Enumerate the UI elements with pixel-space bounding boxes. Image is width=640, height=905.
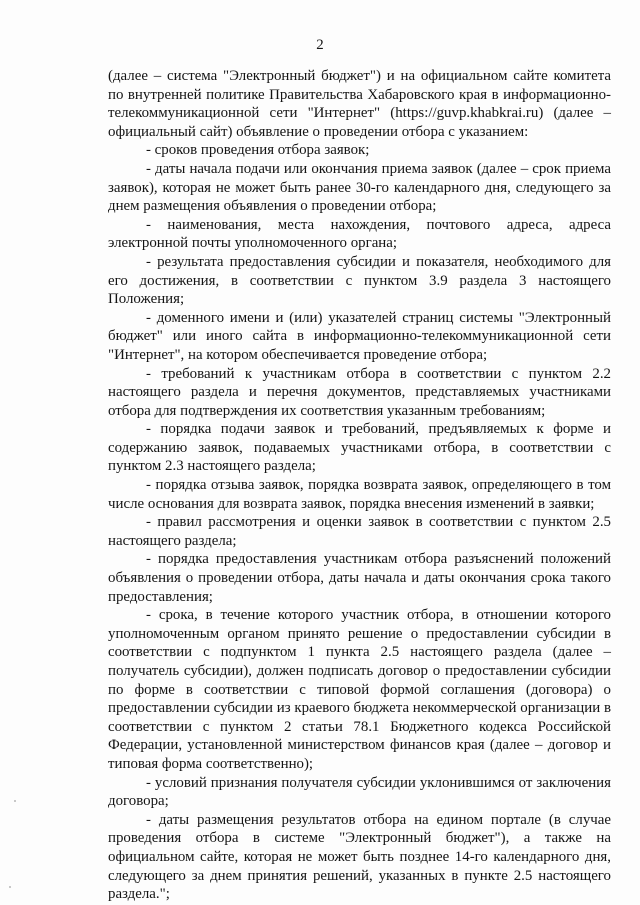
list-item-application-dates: - даты начала подачи или окончания приема заявок (далее – срок приема заявок), которая не может быть ранее 30-го календарного дня, следующего за днем размещения объявления о проведении отбора; (108, 160, 611, 215)
page-number: 2 (316, 37, 324, 53)
list-item-evasion-conditions: - условий признания получателя субсидии уклонившимся от заключения договора; (108, 774, 611, 810)
list-item-withdrawal-procedure: - порядка отзыва заявок, порядка возврата заявок, определяющего в том числе основания для возврата заявок, порядка внесения изменений в заявки; (108, 477, 611, 512)
list-item-submission-procedure: - порядка подачи заявок и требований, предъявляемых к форме и содержанию заявок, подаваемых участниками отбора, в соответствии с пунктом 2.3 настоящего раздела; (108, 421, 611, 475)
paragraph-intro: (далее – система "Электронный бюджет") и на официальном сайте комитета по внутренней политике Правительства Хабаровского края в информационно-телекоммуникационной сети "Интернет" (https://guvp.khabkrai.ru) (далее – официальный сайт) объявление о проведении отбора с указанием: (108, 68, 611, 140)
list-item-domain-name: - доменного имени и (или) указателей страниц системы "Электронный бюджет" или иного сайта в информационно-телекоммуникационной сети "Интернет", на котором обеспечивается проведение отбора; (108, 309, 611, 363)
list-item-clarification-procedure: - порядка предоставления участникам отбора разъяснений положений объявления о проведении отбора, даты начала и даты окончания срока такого предоставления; (108, 551, 611, 605)
scan-speck (14, 800, 16, 802)
list-item-contract-deadline: - срока, в течение которого участник отбора, в отношении которого уполномоченным органом принято решение о предоставлении субсидии в соответствии с подпунктом 1 пункта 2.5 настоящего раздела (далее – получатель субсидии), должен подписать договор о предоставлении субсидии по форме в соответствии с типовой формой соглашения (договора) о предоставлении субсидии из краевого бюджета некоммерческой организации в соответствии с пунктом 2 статьи 78.1 Бюджетного кодекса Российской Федерации, установленной министерством финансов края (далее – договор и типовая форма соответственно); (108, 607, 611, 772)
document-body (108, 67, 611, 904)
list-item-authority-details: - наименования, места нахождения, почтового адреса, адреса электронной почты уполномоченного органа; (108, 216, 611, 252)
list-item-participant-requirements: - требований к участникам отбора в соответствии с пунктом 2.2 настоящего раздела и перечня документов, представляемых участниками отбора для подтверждения их соответствия указанным требованиям; (108, 365, 611, 419)
list-item-results-publication: - даты размещения результатов отбора на едином портале (в случае проведения отбора в системе "Электронный бюджет"), а также на официальном сайте, которая не может быть позднее 14-го календарного дня, следующего за днем принятия решений, указанных в пункте 2.5 настоящего раздела."; (108, 811, 611, 903)
list-item-evaluation-rules: - правил рассмотрения и оценки заявок в соответствии с пунктом 2.5 настоящего раздела; (108, 514, 611, 549)
list-item-subsidy-result: - результата предоставления субсидии и показателя, необходимого для его достижения, в соответствии с пунктом 3.9 раздела 3 настоящего Положения; (108, 253, 611, 308)
list-item-selection-dates: - сроков проведения отбора заявок; (146, 142, 370, 159)
scan-speck (9, 886, 11, 888)
